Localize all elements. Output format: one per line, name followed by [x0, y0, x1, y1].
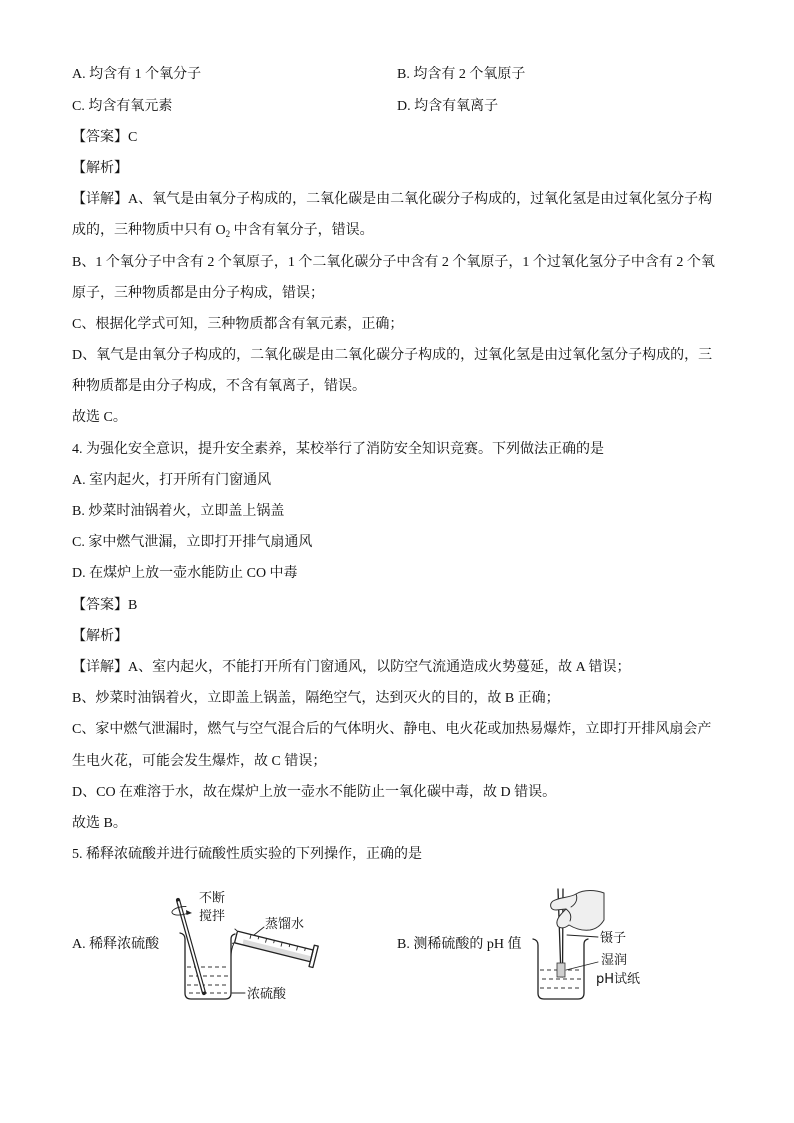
q4-analysis-heading: 【解析】 — [72, 628, 128, 644]
q3-option-d: D. 均含有氧离子 — [397, 98, 499, 114]
q3-formula-text-after: 中含有氧分子，错误。 — [230, 223, 374, 239]
q4-option-a: A. 室内起火，打开所有门窗通风 — [72, 472, 272, 488]
leader-water — [254, 927, 264, 935]
stir-arrowhead-icon — [186, 910, 192, 915]
q3-option-b: B. 均含有 2 个氧原子 — [397, 67, 526, 83]
q3-detail-line: B、1 个氧分子中含有 2 个氧原子，1 个二氧化碳分子中含有 2 个氧原子，1 个过氧化氢分子中含有 2 个氧 — [72, 254, 715, 270]
diagram-dilute-acid — [172, 890, 318, 1002]
q3-detail-line: 【详解】A、氧气是由氧分子构成的，二氧化碳是由二氧化碳分子构成的，过氧化氢是由过氧化氢分子构 — [72, 192, 713, 208]
label-distilled-water: 蒸馏水 — [265, 917, 305, 932]
label-concentrated-acid: 浓硫酸 — [247, 987, 287, 1002]
q5-stem: 5. 稀释浓硫酸并进行硫酸性质实验的下列操作，正确的是 — [72, 847, 422, 863]
document-body — [72, 59, 732, 870]
label-stir-line2: 搅拌 — [199, 909, 226, 924]
diagram-measure-ph — [533, 889, 640, 999]
q3-detail-line: 种物质都是由分子构成，不含有氧离子，错误。 — [72, 379, 366, 395]
label-wet: 湿润 — [601, 953, 628, 968]
label-ph-paper: pH试纸 — [596, 972, 641, 987]
q4-answer: 【答案】B — [72, 597, 138, 613]
q4-detail-line: C、家中燃气泄漏时，燃气与空气混合后的气体明火、静电、电火花或加热易爆炸，立即打开排风扇会产 — [72, 722, 712, 738]
q3-options-row-2 — [72, 91, 732, 122]
q3-detail-line: 原子，三种物质都是由分子构成，错误； — [72, 285, 324, 301]
q3-detail-line: C、根据化学式可知，三种物质都含有氧元素，正确； — [72, 316, 404, 332]
q4-detail-line: B、炒菜时油锅着火，立即盖上锅盖，隔绝空气，达到灭火的目的，故 B 正确； — [72, 691, 560, 707]
q5-diagrams — [0, 870, 794, 1020]
q4-stem: 4. 为强化安全意识，提升安全素养，某校举行了消防安全知识竞赛。下列做法正确的是 — [72, 441, 604, 457]
cylinder-water — [242, 939, 310, 960]
q3-option-c: C. 均含有氧元素 — [72, 98, 173, 114]
q4-detail-line: 【详解】A、室内起火，不能打开所有门窗通风，以防空气流通造成火势蔓延，故 A 错误； — [72, 659, 631, 675]
q4-option-c: C. 家中燃气泄漏，立即打开排气扇通风 — [72, 535, 313, 551]
q3-conclusion: 故选 C。 — [72, 410, 127, 426]
leader-ph-paper — [566, 962, 598, 970]
q3-option-a: A. 均含有 1 个氧分子 — [72, 67, 202, 83]
q4-option-b: B. 炒菜时油锅着火，立即盖上锅盖 — [72, 504, 285, 520]
q3-detail-line: D、氧气是由氧分子构成的，二氧化碳是由二氧化碳分子构成的，过氧化氢是由过氧化氢分子构成的，三 — [72, 348, 713, 364]
q4-detail-line: D、CO 在难溶于水，故在煤炉上放一壶水不能防止一氧化碳中毒，故 D 错误。 — [72, 784, 557, 800]
q3-analysis-heading: 【解析】 — [72, 160, 128, 176]
q4-option-d: D. 在煤炉上放一壶水能防止 CO 中毒 — [72, 566, 298, 582]
q3-formula-subscript: 2 — [225, 229, 231, 240]
leader-tweezers — [567, 935, 598, 937]
q3-detail-formula-line — [72, 215, 732, 246]
label-tweezers: 镊子 — [600, 931, 627, 946]
q3-answer: 【答案】C — [72, 129, 138, 145]
q5-option-a-label: A. 稀释浓硫酸 — [72, 937, 160, 952]
q3-options-row-1 — [72, 59, 732, 90]
q4-detail-line: 生电火花，可能会发生爆炸，故 C 错误； — [72, 753, 327, 769]
q4-conclusion: 故选 B。 — [72, 815, 127, 831]
ph-test-paper — [557, 963, 565, 977]
q3-formula-text-before: 成的，三种物质中只有 O — [72, 223, 226, 239]
q5-option-b-label: B. 测稀硫酸的 pH 值 — [397, 937, 522, 952]
label-stir-line1: 不断 — [199, 891, 226, 906]
